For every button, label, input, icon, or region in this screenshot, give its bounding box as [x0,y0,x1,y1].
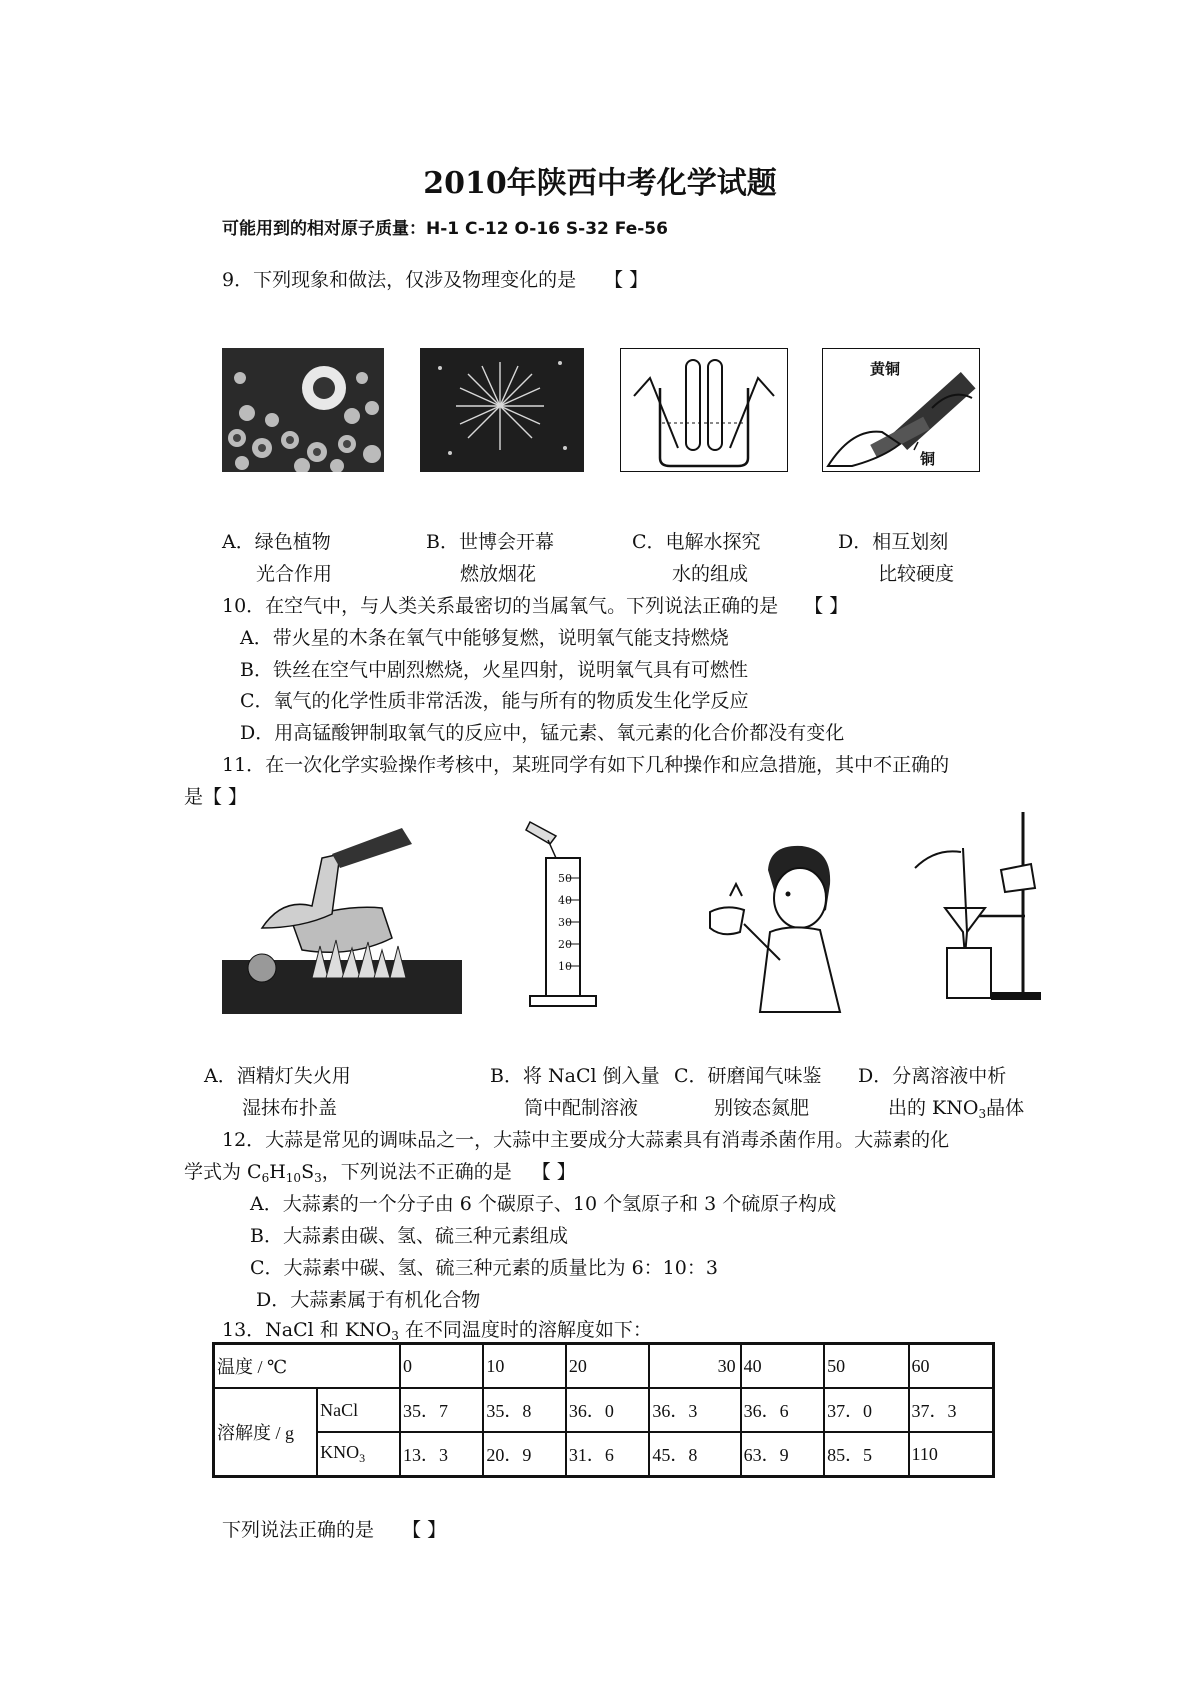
q9-stem-text: 9．下列现象和做法，仅涉及物理变化的是 [222,269,577,291]
q11-option-d-sub: 3 [978,1107,987,1121]
kno3-cell: 63．9 [741,1432,824,1477]
nacl-cell: 36．6 [741,1388,824,1432]
q11-option-a-line1: A．酒精灯失火用 [204,1065,351,1087]
solubility-header-cell: 溶解度 / g [214,1388,318,1477]
nacl-cell: 37．0 [824,1388,908,1432]
kno3-cell: 85．5 [824,1432,908,1477]
cylinder-tick-30: 30 [558,916,572,929]
q12-sub-s: 3 [314,1171,322,1185]
q9-option-a-line1: A．绿色植物 [222,531,331,553]
nacl-cell: 36．0 [566,1388,649,1432]
temp-cell: 50 [824,1344,908,1389]
alcohol-lamp-fire-image [222,818,462,1014]
cylinder-tick-20: 20 [558,938,572,951]
q9-option-a-line2: 光合作用 [256,563,333,585]
q9-option-b-line2: 燃放烟花 [460,563,537,585]
q11-option-c-line1: C．研磨闻气味鉴 [674,1065,822,1087]
brass-label: 黄铜 [870,360,901,378]
q11-option-d-line1: D．分离溶液中析 [858,1065,1007,1087]
temp-cell: 60 [909,1344,994,1389]
q9-option-c [632,530,761,586]
q12-option-a: A．大蒜素的一个分子由 6 个碳原子、10 个氢原子和 3 个硫原子构成 [250,1193,837,1215]
q11-option-d-line2 [888,1096,1024,1126]
kno3-label-cell [317,1432,400,1477]
q10-stem [222,594,848,618]
q11-option-c [674,1064,822,1120]
boy-grinding-image [690,840,860,1014]
q9-option-c-line1: C．电解水探究 [632,531,761,553]
q11-option-b-line2: 筒中配制溶液 [524,1097,639,1119]
q10-option-a: A．带火星的木条在氧气中能够复燃，说明氧气能支持燃烧 [240,627,729,649]
q13-answer-bracket: 【 】 [402,1519,447,1541]
q12-formula-h: H [269,1161,286,1183]
q9-option-d-line1: D．相互划刻 [838,531,949,553]
q12-formula-s: S [301,1161,315,1183]
solubility-table [212,1342,995,1478]
electrolysis-apparatus-image [620,348,788,472]
q11-option-d [858,1064,1024,1126]
q12-option-c: C．大蒜素中碳、氢、硫三种元素的质量比为 6：10：3 [250,1257,718,1279]
kno3-cell: 110 [909,1432,994,1477]
fireworks-image [420,348,584,472]
q10-option-c: C．氧气的化学性质非常活泼，能与所有的物质发生化学反应 [240,690,749,712]
q10-answer-bracket: 【 】 [804,595,849,617]
q12-stem-line1: 12．大蒜是常见的调味品之一，大蒜中主要成分大蒜素具有消毒杀菌作用。大蒜素的化 [222,1129,950,1151]
temp-cell: 20 [566,1344,649,1389]
temp-cell: 30 [649,1344,740,1389]
filtration-apparatus-image [905,808,1045,1004]
q10-stem-text: 10．在空气中，与人类关系最密切的当属氧气。下列说法正确的是 [222,595,779,617]
q9-answer-bracket: 【 】 [604,269,649,291]
q12-stem-rest: ，下列说法不正确的是 [321,1161,512,1183]
kno3-cell: 45．8 [649,1432,740,1477]
q11-option-d-line2-a: 出的 KNO [888,1097,979,1119]
q13-stem-a: 13．NaCl 和 KNO [222,1319,392,1341]
nacl-cell: 35．7 [400,1388,483,1432]
nacl-cell: 35．8 [483,1388,566,1432]
q10-option-d: D．用高锰酸钾制取氧气的反应中，锰元素、氧元素的化合价都没有变化 [240,722,845,744]
q11-option-a-line2: 湿抹布扑盖 [242,1097,338,1119]
q9-option-b [426,530,554,586]
q12-formula-c: 学式为 C [184,1161,262,1183]
copper-label: 铜 [920,450,936,468]
cylinder-tick-50: 50 [558,872,572,885]
kno3-sub: 3 [359,1451,366,1465]
q11-option-b-line1: B．将 NaCl 倒入量 [490,1065,660,1087]
q9-option-c-line2: 水的组成 [672,563,749,585]
q12-option-d: D．大蒜素属于有机化合物 [256,1289,481,1311]
table-row [214,1344,994,1389]
atomic-mass-line: 可能用到的相对原子质量：H-1 C-12 O-16 S-32 Fe-56 [222,219,668,239]
kno3-cell: 31．6 [566,1432,649,1477]
q9-option-d-line2: 比较硬度 [878,563,955,585]
graduated-cylinder-image [520,818,610,1014]
sunflower-image [222,348,384,472]
q9-stem [222,268,648,292]
table-row [214,1432,994,1477]
q11-stem-line1: 11．在一次化学实验操作考核中，某班同学有如下几种操作和应急措施，其中不正确的 [222,754,950,776]
q12-option-b: B．大蒜素由碳、氢、硫三种元素组成 [250,1225,568,1247]
q11-option-a [204,1064,351,1120]
q11-option-d-line2-b: 晶体 [986,1097,1025,1119]
kno3-cell: 13．3 [400,1432,483,1477]
q11-option-c-line2: 别铵态氮肥 [714,1097,810,1119]
q9-option-a [222,530,332,586]
cylinder-tick-10: 10 [558,960,572,973]
cylinder-tick-40: 40 [558,894,572,907]
q9-option-b-line1: B．世博会开幕 [426,531,554,553]
q12-sub-c: 6 [261,1171,270,1185]
q13-stem-sub: 3 [391,1329,399,1343]
q12-stem-line2 [184,1160,576,1190]
kno3-cell: 20．9 [483,1432,566,1477]
q13-followup [222,1518,446,1542]
q12-answer-bracket: 【 】 [531,1161,576,1183]
temp-cell: 0 [400,1344,483,1389]
scratch-hardness-image [822,348,980,472]
nacl-label-cell: NaCl [317,1388,400,1432]
q12-sub-h: 10 [285,1171,302,1185]
temp-cell: 10 [483,1344,566,1389]
q10-option-b: B．铁丝在空气中剧烈燃烧，火星四射，说明氧气具有可燃性 [240,659,748,681]
q13-stem-b: 在不同温度时的溶解度如下： [398,1319,652,1341]
nacl-cell: 36．3 [649,1388,740,1432]
q11-option-b [490,1064,660,1120]
nacl-cell: 37．3 [909,1388,994,1432]
q11-stem-line2: 是【 】 [184,786,248,808]
temp-cell: 40 [741,1344,824,1389]
temp-header-cell: 温度 / ℃ [214,1344,400,1389]
q9-option-d [838,530,954,586]
q13-followup-text: 下列说法正确的是 [222,1519,375,1541]
kno3-label: KNO [320,1442,360,1462]
page-title: 2010年陕西中考化学试题 [423,166,777,201]
table-row [214,1388,994,1432]
